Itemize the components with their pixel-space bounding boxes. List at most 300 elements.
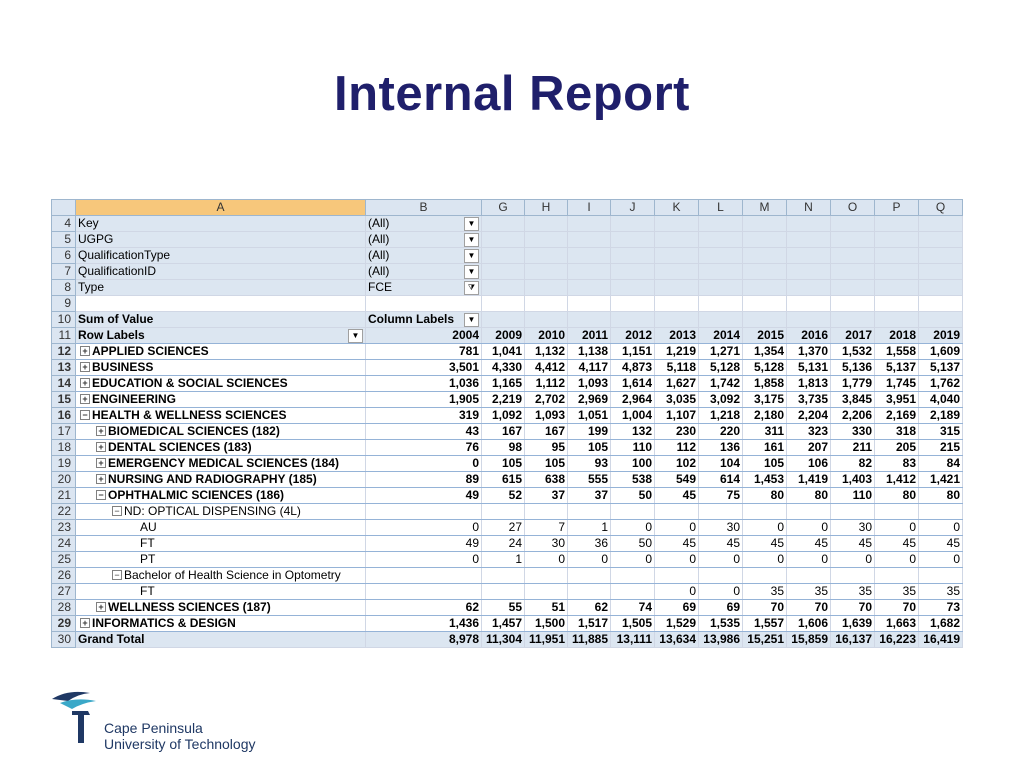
value-cell[interactable]: 2,180 — [743, 408, 787, 424]
value-cell[interactable]: 30 — [525, 536, 568, 552]
empty-cell[interactable] — [611, 264, 655, 280]
value-cell[interactable]: 555 — [568, 472, 611, 488]
value-cell[interactable]: 100 — [611, 456, 655, 472]
value-cell[interactable]: 55 — [482, 600, 525, 616]
value-cell[interactable]: 35 — [919, 584, 963, 600]
value-cell[interactable]: 1,403 — [831, 472, 875, 488]
year-header[interactable]: 2016 — [787, 328, 831, 344]
value-cell[interactable] — [655, 568, 699, 584]
empty-cell[interactable] — [831, 280, 875, 296]
value-cell[interactable]: 1 — [568, 520, 611, 536]
empty-cell[interactable] — [743, 232, 787, 248]
value-cell[interactable]: 315 — [919, 424, 963, 440]
grand-total-value[interactable]: 16,419 — [919, 632, 963, 648]
value-cell[interactable]: 0 — [743, 520, 787, 536]
row-number[interactable]: 19 — [52, 456, 76, 472]
value-cell[interactable]: 0 — [919, 520, 963, 536]
column-header[interactable]: J — [611, 200, 655, 216]
expand-icon[interactable]: + — [96, 442, 106, 452]
value-cell[interactable]: 4,117 — [568, 360, 611, 376]
value-cell[interactable]: 3,035 — [655, 392, 699, 408]
value-cell[interactable] — [568, 504, 611, 520]
empty-cell[interactable] — [699, 296, 743, 312]
row-number[interactable]: 16 — [52, 408, 76, 424]
row-number[interactable]: 30 — [52, 632, 76, 648]
value-cell[interactable]: 1,682 — [919, 616, 963, 632]
value-cell[interactable]: 0 — [743, 552, 787, 568]
empty-cell[interactable] — [875, 312, 919, 328]
value-cell[interactable]: 2,189 — [919, 408, 963, 424]
row-label-cell[interactable] — [76, 472, 366, 488]
empty-cell[interactable] — [875, 296, 919, 312]
expand-icon[interactable]: + — [80, 346, 90, 356]
value-cell[interactable] — [831, 568, 875, 584]
value-cell[interactable]: 1,165 — [482, 376, 525, 392]
dropdown-arrow-icon[interactable]: ▼ — [464, 217, 479, 231]
value-cell[interactable]: 205 — [875, 440, 919, 456]
row-number[interactable]: 15 — [52, 392, 76, 408]
collapse-icon[interactable]: − — [80, 410, 90, 420]
value-cell[interactable]: 35 — [743, 584, 787, 600]
empty-cell[interactable] — [525, 232, 568, 248]
value-cell[interactable] — [787, 568, 831, 584]
row-number[interactable]: 4 — [52, 216, 76, 232]
grand-total-value[interactable]: 11,885 — [568, 632, 611, 648]
value-cell[interactable]: 80 — [919, 488, 963, 504]
value-cell[interactable]: 93 — [568, 456, 611, 472]
value-cell[interactable]: 45 — [875, 536, 919, 552]
value-cell[interactable]: 1,779 — [831, 376, 875, 392]
value-cell[interactable]: 167 — [482, 424, 525, 440]
row-label-cell[interactable] — [76, 344, 366, 360]
row-number[interactable]: 29 — [52, 616, 76, 632]
value-cell[interactable]: 0 — [875, 552, 919, 568]
value-cell[interactable]: 1,419 — [787, 472, 831, 488]
value-cell[interactable]: 5,137 — [875, 360, 919, 376]
empty-cell[interactable] — [875, 232, 919, 248]
empty-cell[interactable] — [787, 280, 831, 296]
value-cell[interactable]: 1,093 — [568, 376, 611, 392]
value-cell[interactable]: 80 — [875, 488, 919, 504]
value-cell[interactable]: 95 — [525, 440, 568, 456]
grand-total-label[interactable]: Grand Total — [76, 632, 366, 648]
empty-cell[interactable] — [568, 264, 611, 280]
value-cell[interactable]: 1,453 — [743, 472, 787, 488]
value-cell[interactable] — [743, 568, 787, 584]
dropdown-arrow-icon[interactable]: ▼ — [464, 265, 479, 279]
empty-cell[interactable] — [525, 280, 568, 296]
value-cell[interactable] — [743, 504, 787, 520]
empty-cell[interactable] — [611, 296, 655, 312]
value-cell[interactable]: 136 — [699, 440, 743, 456]
value-cell[interactable]: 1,421 — [919, 472, 963, 488]
value-cell[interactable]: 83 — [875, 456, 919, 472]
value-cell[interactable]: 3,951 — [875, 392, 919, 408]
collapse-icon[interactable]: − — [112, 506, 122, 516]
value-cell[interactable]: 45 — [919, 536, 963, 552]
row-number[interactable]: 24 — [52, 536, 76, 552]
column-header[interactable]: H — [525, 200, 568, 216]
row-label-cell[interactable] — [76, 360, 366, 376]
value-cell[interactable]: 7 — [525, 520, 568, 536]
empty-cell[interactable] — [611, 216, 655, 232]
value-cell[interactable]: 27 — [482, 520, 525, 536]
value-cell[interactable]: 1,092 — [482, 408, 525, 424]
filter-value-cell[interactable] — [366, 216, 482, 232]
value-cell[interactable]: 638 — [525, 472, 568, 488]
row-label-cell[interactable] — [76, 616, 366, 632]
dropdown-arrow-icon[interactable]: ▼ — [464, 233, 479, 247]
value-cell[interactable]: 62 — [568, 600, 611, 616]
empty-cell[interactable] — [699, 248, 743, 264]
value-cell[interactable]: 105 — [743, 456, 787, 472]
year-header[interactable]: 2017 — [831, 328, 875, 344]
grand-total-value[interactable]: 16,137 — [831, 632, 875, 648]
value-cell[interactable]: 0 — [366, 552, 482, 568]
value-cell[interactable]: 0 — [655, 552, 699, 568]
row-label-cell[interactable] — [76, 392, 366, 408]
row-label-cell[interactable] — [76, 600, 366, 616]
column-header[interactable]: Q — [919, 200, 963, 216]
value-cell[interactable]: 62 — [366, 600, 482, 616]
value-cell[interactable]: 323 — [787, 424, 831, 440]
value-cell[interactable]: 69 — [699, 600, 743, 616]
value-cell[interactable]: 211 — [831, 440, 875, 456]
empty-cell[interactable] — [919, 248, 963, 264]
value-cell[interactable]: 132 — [611, 424, 655, 440]
row-number[interactable]: 22 — [52, 504, 76, 520]
column-labels-cell[interactable] — [366, 312, 482, 328]
value-cell[interactable] — [366, 504, 482, 520]
empty-cell[interactable] — [611, 248, 655, 264]
value-cell[interactable]: 1,517 — [568, 616, 611, 632]
row-number[interactable]: 17 — [52, 424, 76, 440]
row-number[interactable]: 28 — [52, 600, 76, 616]
value-cell[interactable] — [568, 568, 611, 584]
value-cell[interactable] — [611, 504, 655, 520]
value-cell[interactable]: 781 — [366, 344, 482, 360]
value-cell[interactable]: 0 — [875, 520, 919, 536]
value-cell[interactable]: 2,969 — [568, 392, 611, 408]
value-cell[interactable] — [699, 568, 743, 584]
empty-cell[interactable] — [919, 280, 963, 296]
value-cell[interactable]: 1,271 — [699, 344, 743, 360]
collapse-icon[interactable]: − — [112, 570, 122, 580]
value-cell[interactable]: 70 — [743, 600, 787, 616]
filter-label[interactable]: Type — [76, 280, 366, 296]
value-cell[interactable]: 2,964 — [611, 392, 655, 408]
grand-total-value[interactable]: 13,634 — [655, 632, 699, 648]
empty-cell[interactable] — [787, 216, 831, 232]
value-cell[interactable]: 0 — [366, 456, 482, 472]
empty-cell[interactable] — [525, 296, 568, 312]
filter-value-cell[interactable] — [366, 264, 482, 280]
year-header[interactable]: 2004 — [366, 328, 482, 344]
value-cell[interactable]: 1,532 — [831, 344, 875, 360]
filter-label[interactable]: UGPG — [76, 232, 366, 248]
value-cell[interactable]: 0 — [366, 520, 482, 536]
empty-cell[interactable] — [568, 280, 611, 296]
value-cell[interactable]: 2,702 — [525, 392, 568, 408]
expand-icon[interactable]: + — [80, 618, 90, 628]
row-number[interactable]: 14 — [52, 376, 76, 392]
value-cell[interactable]: 1,051 — [568, 408, 611, 424]
value-cell[interactable]: 70 — [875, 600, 919, 616]
value-cell[interactable]: 1,558 — [875, 344, 919, 360]
value-cell[interactable]: 1,457 — [482, 616, 525, 632]
empty-cell[interactable] — [699, 232, 743, 248]
empty-cell[interactable] — [482, 264, 525, 280]
value-cell[interactable]: 0 — [568, 552, 611, 568]
row-number[interactable]: 20 — [52, 472, 76, 488]
value-cell[interactable]: 98 — [482, 440, 525, 456]
row-number[interactable]: 10 — [52, 312, 76, 328]
value-cell[interactable]: 215 — [919, 440, 963, 456]
value-cell[interactable]: 45 — [787, 536, 831, 552]
column-header[interactable]: M — [743, 200, 787, 216]
value-cell[interactable]: 1,742 — [699, 376, 743, 392]
grand-total-value[interactable]: 13,986 — [699, 632, 743, 648]
row-number[interactable]: 21 — [52, 488, 76, 504]
filter-value-cell[interactable] — [366, 232, 482, 248]
empty-cell[interactable] — [699, 312, 743, 328]
empty-cell[interactable] — [525, 248, 568, 264]
row-label-cell[interactable] — [76, 504, 366, 520]
collapse-icon[interactable]: − — [96, 490, 106, 500]
row-number[interactable]: 27 — [52, 584, 76, 600]
empty-cell[interactable] — [919, 296, 963, 312]
year-header[interactable]: 2014 — [699, 328, 743, 344]
value-cell[interactable]: 311 — [743, 424, 787, 440]
value-cell[interactable]: 1,218 — [699, 408, 743, 424]
row-label-cell[interactable] — [76, 424, 366, 440]
value-cell[interactable]: 1,535 — [699, 616, 743, 632]
expand-icon[interactable]: + — [80, 378, 90, 388]
grand-total-value[interactable]: 15,251 — [743, 632, 787, 648]
filter-label[interactable]: QualificationType — [76, 248, 366, 264]
empty-cell[interactable] — [699, 264, 743, 280]
row-number[interactable]: 12 — [52, 344, 76, 360]
value-cell[interactable]: 615 — [482, 472, 525, 488]
year-header[interactable]: 2019 — [919, 328, 963, 344]
row-number[interactable]: 5 — [52, 232, 76, 248]
value-cell[interactable]: 89 — [366, 472, 482, 488]
value-cell[interactable]: 2,169 — [875, 408, 919, 424]
dropdown-arrow-icon[interactable]: ▼ — [464, 249, 479, 263]
row-number[interactable]: 7 — [52, 264, 76, 280]
value-cell[interactable]: 1,112 — [525, 376, 568, 392]
value-cell[interactable]: 5,118 — [655, 360, 699, 376]
row-number[interactable]: 8 — [52, 280, 76, 296]
value-cell[interactable]: 1,370 — [787, 344, 831, 360]
empty-cell[interactable] — [787, 296, 831, 312]
filter-value-cell[interactable] — [366, 248, 482, 264]
value-cell[interactable]: 4,873 — [611, 360, 655, 376]
sum-of-value-label[interactable]: Sum of Value — [76, 312, 366, 328]
value-cell[interactable] — [831, 504, 875, 520]
value-cell[interactable] — [482, 504, 525, 520]
row-number[interactable]: 23 — [52, 520, 76, 536]
value-cell[interactable]: 75 — [699, 488, 743, 504]
empty-cell[interactable] — [611, 312, 655, 328]
empty-cell[interactable] — [655, 248, 699, 264]
empty-cell[interactable] — [875, 280, 919, 296]
value-cell[interactable]: 1,219 — [655, 344, 699, 360]
empty-cell[interactable] — [482, 216, 525, 232]
value-cell[interactable]: 70 — [787, 600, 831, 616]
year-header[interactable]: 2013 — [655, 328, 699, 344]
row-number[interactable]: 13 — [52, 360, 76, 376]
grand-total-value[interactable]: 13,111 — [611, 632, 655, 648]
column-header[interactable]: K — [655, 200, 699, 216]
value-cell[interactable]: 104 — [699, 456, 743, 472]
row-number[interactable]: 6 — [52, 248, 76, 264]
value-cell[interactable]: 80 — [743, 488, 787, 504]
empty-cell[interactable] — [482, 280, 525, 296]
empty-cell[interactable] — [76, 296, 366, 312]
value-cell[interactable]: 69 — [655, 600, 699, 616]
empty-cell[interactable] — [655, 312, 699, 328]
value-cell[interactable]: 52 — [482, 488, 525, 504]
value-cell[interactable]: 105 — [482, 456, 525, 472]
value-cell[interactable]: 50 — [611, 488, 655, 504]
empty-cell[interactable] — [568, 296, 611, 312]
value-cell[interactable]: 3,501 — [366, 360, 482, 376]
empty-cell[interactable] — [611, 232, 655, 248]
value-cell[interactable] — [568, 584, 611, 600]
value-cell[interactable]: 0 — [611, 520, 655, 536]
value-cell[interactable]: 37 — [568, 488, 611, 504]
value-cell[interactable]: 84 — [919, 456, 963, 472]
value-cell[interactable]: 35 — [831, 584, 875, 600]
value-cell[interactable]: 0 — [699, 552, 743, 568]
column-header[interactable]: O — [831, 200, 875, 216]
value-cell[interactable]: 70 — [831, 600, 875, 616]
pivot-table-sheet[interactable] — [51, 199, 963, 648]
value-cell[interactable]: 0 — [655, 520, 699, 536]
value-cell[interactable]: 45 — [831, 536, 875, 552]
value-cell[interactable]: 2,219 — [482, 392, 525, 408]
row-label-cell[interactable] — [76, 584, 366, 600]
empty-cell[interactable] — [366, 296, 482, 312]
row-number[interactable]: 18 — [52, 440, 76, 456]
value-cell[interactable]: 1,609 — [919, 344, 963, 360]
value-cell[interactable]: 5,131 — [787, 360, 831, 376]
value-cell[interactable]: 538 — [611, 472, 655, 488]
row-label-cell[interactable] — [76, 440, 366, 456]
value-cell[interactable]: 102 — [655, 456, 699, 472]
value-cell[interactable]: 319 — [366, 408, 482, 424]
value-cell[interactable] — [482, 568, 525, 584]
empty-cell[interactable] — [875, 248, 919, 264]
value-cell[interactable] — [366, 568, 482, 584]
filter-value-cell[interactable] — [366, 280, 482, 296]
empty-cell[interactable] — [743, 216, 787, 232]
value-cell[interactable]: 1,041 — [482, 344, 525, 360]
column-header[interactable]: N — [787, 200, 831, 216]
empty-cell[interactable] — [699, 280, 743, 296]
value-cell[interactable]: 207 — [787, 440, 831, 456]
empty-cell[interactable] — [482, 248, 525, 264]
empty-cell[interactable] — [787, 248, 831, 264]
value-cell[interactable]: 3,735 — [787, 392, 831, 408]
value-cell[interactable]: 30 — [699, 520, 743, 536]
value-cell[interactable]: 1,745 — [875, 376, 919, 392]
empty-cell[interactable] — [525, 312, 568, 328]
empty-cell[interactable] — [525, 216, 568, 232]
column-header[interactable]: I — [568, 200, 611, 216]
grand-total-value[interactable]: 11,951 — [525, 632, 568, 648]
empty-cell[interactable] — [919, 312, 963, 328]
value-cell[interactable]: 1,813 — [787, 376, 831, 392]
value-cell[interactable]: 110 — [831, 488, 875, 504]
expand-icon[interactable]: + — [96, 474, 106, 484]
value-cell[interactable]: 1,905 — [366, 392, 482, 408]
year-header[interactable]: 2012 — [611, 328, 655, 344]
empty-cell[interactable] — [655, 216, 699, 232]
value-cell[interactable]: 45 — [655, 536, 699, 552]
value-cell[interactable]: 35 — [787, 584, 831, 600]
value-cell[interactable] — [611, 568, 655, 584]
value-cell[interactable]: 35 — [875, 584, 919, 600]
value-cell[interactable]: 74 — [611, 600, 655, 616]
value-cell[interactable]: 3,845 — [831, 392, 875, 408]
value-cell[interactable] — [482, 584, 525, 600]
empty-cell[interactable] — [655, 296, 699, 312]
row-label-cell[interactable] — [76, 552, 366, 568]
value-cell[interactable]: 549 — [655, 472, 699, 488]
value-cell[interactable]: 1,138 — [568, 344, 611, 360]
column-header[interactable]: L — [699, 200, 743, 216]
empty-cell[interactable] — [875, 216, 919, 232]
value-cell[interactable]: 1,436 — [366, 616, 482, 632]
value-cell[interactable]: 1,639 — [831, 616, 875, 632]
value-cell[interactable]: 3,175 — [743, 392, 787, 408]
value-cell[interactable] — [525, 504, 568, 520]
value-cell[interactable]: 112 — [655, 440, 699, 456]
empty-cell[interactable] — [831, 312, 875, 328]
value-cell[interactable]: 43 — [366, 424, 482, 440]
value-cell[interactable]: 1,614 — [611, 376, 655, 392]
value-cell[interactable]: 0 — [699, 584, 743, 600]
empty-cell[interactable] — [482, 312, 525, 328]
value-cell[interactable]: 80 — [787, 488, 831, 504]
value-cell[interactable]: 1,762 — [919, 376, 963, 392]
value-cell[interactable]: 110 — [611, 440, 655, 456]
filter-label[interactable]: QualificationID — [76, 264, 366, 280]
year-header[interactable]: 2018 — [875, 328, 919, 344]
value-cell[interactable]: 1,004 — [611, 408, 655, 424]
row-label-cell[interactable] — [76, 520, 366, 536]
value-cell[interactable]: 1,412 — [875, 472, 919, 488]
value-cell[interactable] — [699, 504, 743, 520]
year-header[interactable]: 2011 — [568, 328, 611, 344]
expand-icon[interactable]: + — [80, 394, 90, 404]
value-cell[interactable]: 0 — [611, 552, 655, 568]
value-cell[interactable]: 49 — [366, 536, 482, 552]
value-cell[interactable]: 105 — [525, 456, 568, 472]
value-cell[interactable]: 0 — [525, 552, 568, 568]
expand-icon[interactable]: + — [96, 458, 106, 468]
year-header[interactable]: 2015 — [743, 328, 787, 344]
empty-cell[interactable] — [568, 248, 611, 264]
value-cell[interactable] — [875, 568, 919, 584]
empty-cell[interactable] — [568, 232, 611, 248]
value-cell[interactable]: 45 — [699, 536, 743, 552]
value-cell[interactable]: 82 — [831, 456, 875, 472]
value-cell[interactable]: 1,627 — [655, 376, 699, 392]
row-label-cell[interactable] — [76, 536, 366, 552]
